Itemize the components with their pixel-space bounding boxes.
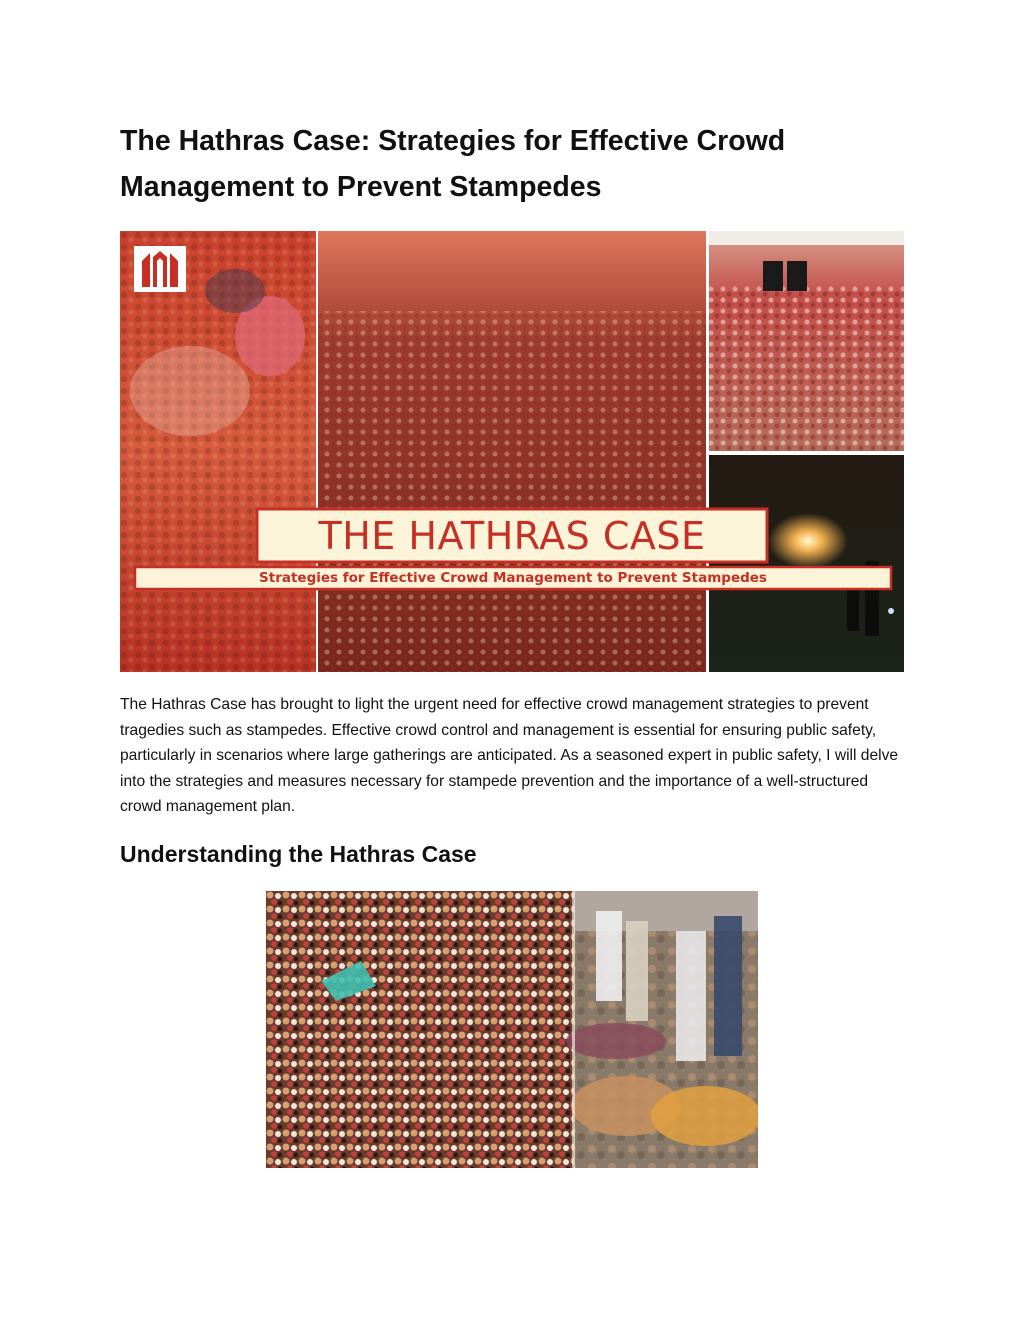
page-title: The Hathras Case: Strategies for Effective Crowd Management to Prevent Stampedes <box>120 125 786 203</box>
banner-subtitle: Strategies for Effective Crowd Management to Prevent Stampedes <box>259 570 767 586</box>
intro-paragraph: The Hathras Case has brought to light the urgent need for effective crowd management strategies to prevent tragedies such as stampedes. Effective crowd control and management is essential for ensuring public safety, particularly in scenarios where large gatherings are anticipated. As a seasoned expert in public safety, I will delve into the strategies and measures necessary for stampede prevention and the importance of a well-structured crowd management plan. <box>120 696 899 815</box>
banner-title: THE HATHRAS CASE <box>318 514 706 558</box>
hathras-crowd-photo <box>266 891 758 1168</box>
brand-logo-icon <box>134 246 186 292</box>
section-heading: Understanding the Hathras Case <box>120 841 477 867</box>
hero-banner-image <box>120 231 904 672</box>
